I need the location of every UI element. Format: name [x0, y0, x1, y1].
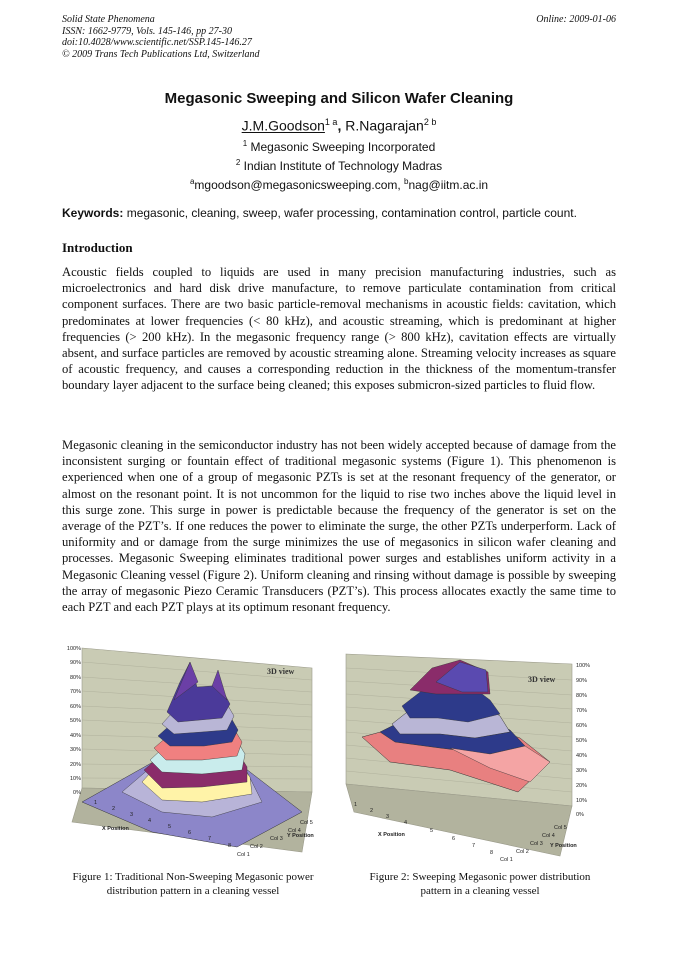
y-tick-label: 80% [69, 675, 81, 681]
y-tick-label: 30% [69, 747, 81, 753]
email-mark: b [404, 177, 409, 186]
y-tick-label: 70% [69, 689, 81, 695]
depth-tick-label: Col 3 [530, 841, 543, 847]
paragraph: Acoustic fields coupled to liquids are used in many precision manufacturing industries, such as microelectronics and hard disk drive manufacture, to remove particulate contamination from critical component surfaces. There are two basic particle-removal mechanisms in acoustic fields: cavitation, which predominates at lower frequencies (< 80 kHz), and acoustic streaming, which is predominant at higher frequencies (> 200 kHz). In the megasonic frequency range (> 800 kHz), cavitation effects are virtually absent, and surface particles are removed by acoustic streaming alone. Streaming velocity increases as square of acoustic frequency, and causes a corresponding reduction in the thickness of the momentum-transfer boundary layer adjacent to the surface being cleaned; this exposes submicron-sized particles to fluid flow. [62, 265, 616, 393]
figure-1-caption [62, 870, 324, 898]
view-label: 3D view [528, 675, 556, 684]
y-axis-label: Y Position [550, 843, 577, 849]
doi-line: doi:10.4028/www.scientific.net/SSP.145-146.27 [62, 37, 252, 48]
depth-tick-label: Col 4 [288, 828, 301, 834]
x-tick-label: 6 [452, 836, 456, 842]
figure-2-caption [350, 870, 610, 898]
x-tick-label: 3 [386, 814, 390, 820]
y-tick-label: 20% [69, 762, 81, 768]
author-affiliation-mark: 1 a [324, 117, 338, 127]
figure-2 [340, 642, 620, 864]
keywords [62, 206, 622, 220]
depth-tick-label: Col 1 [500, 857, 513, 863]
affiliation-2 [0, 158, 678, 173]
depth-tick-label: Col 5 [554, 825, 567, 831]
caption-line: Figure 2: Sweeping Megasonic power distribution [369, 871, 591, 883]
y-tick-label: 100% [66, 646, 81, 652]
author-line [0, 117, 678, 134]
x-axis-label: X Position [102, 826, 129, 832]
x-axis-label: X Position [378, 832, 405, 838]
email-text: nag@iitm.ac.in [408, 178, 489, 192]
y-tick-label: 40% [576, 753, 588, 759]
caption-line: distribution pattern in a cleaning vessel [106, 885, 280, 897]
affiliation-mark: 1 [242, 139, 248, 148]
y-tick-label: 60% [69, 704, 81, 710]
affiliation-text: Megasonic Sweeping Incorporated [250, 140, 436, 154]
journal-name: Solid State Phenomena [62, 14, 155, 25]
affiliation-1 [0, 139, 678, 154]
y-tick-label: 90% [576, 678, 588, 684]
depth-tick-label: Col 2 [250, 844, 263, 850]
author-separator: , [337, 117, 342, 134]
caption-line: Figure 1: Traditional Non-Sweeping Megasonic power [72, 871, 314, 883]
caption-line: pattern in a cleaning vessel [420, 885, 540, 897]
author-name: J.M.Goodson [241, 117, 325, 134]
affiliation-mark: 2 [235, 158, 241, 167]
x-tick-label: 4 [148, 818, 152, 824]
x-tick-label: 1 [94, 800, 98, 806]
issn-line: ISSN: 1662-9779, Vols. 145-146, pp 27-30 [62, 25, 232, 37]
depth-tick-label: Col 1 [237, 852, 250, 858]
y-tick-label: 70% [576, 708, 588, 714]
journal-header [62, 14, 260, 60]
depth-tick-label: Col 4 [542, 833, 555, 839]
x-tick-label: 6 [188, 830, 192, 836]
y-tick-label: 80% [576, 693, 588, 699]
y-tick-label: 50% [69, 718, 81, 724]
depth-tick-label: Col 5 [300, 820, 313, 826]
x-tick-label: 5 [168, 824, 172, 830]
depth-tick-label: Col 3 [270, 836, 283, 842]
depth-tick-label: Col 2 [516, 849, 529, 855]
x-tick-label: 1 [354, 802, 358, 808]
keywords-label: Keywords: [62, 206, 124, 220]
figure-2-plot [340, 642, 620, 864]
x-tick-label: 3 [130, 812, 134, 818]
x-tick-label: 4 [404, 820, 408, 826]
y-tick-label: 10% [576, 798, 588, 804]
paragraph: Megasonic cleaning in the semiconductor industry has not been widely accepted because of damage from the inconsistent surging or fountain effect of traditional megasonic systems (Figure 1). This phenomenon is experienced when one of a group of megasonic PZTs is set at the resonant frequency of the generator, or almost on the resonant point. It is not uncommon for the liquid to rise two inches above the liquid level in this surge zone. This surge in power is predictable because the frequency of the generator is set on the average of the PZT’s. If one reduces the power to eliminate the surge, the other PZTs underperform. Lack of uniformity and or damage from the surge minimizes the use of megasonics in silicon wafer cleaning and processes. Megasonic Sweeping eliminates traditional power surges and establishes uniform activity in a Megasonic Cleaning vessel (Figure 2). Uniform cleaning and rinsing without damage is possible by sweeping the array of megasonic Piezo Ceramic Transducers (PZT’s). This process allocates exactly the same time to each PZT and each PZT plays at its optimum resonant frequency. [62, 438, 616, 615]
x-tick-label: 7 [472, 843, 476, 849]
email-text: mgoodson@megasonicsweeping.com, [194, 178, 401, 192]
y-tick-label: 60% [576, 723, 588, 729]
view-label: 3D view [267, 667, 295, 676]
y-tick-label: 0% [73, 790, 81, 796]
email-line [0, 177, 678, 192]
x-tick-label: 7 [208, 836, 212, 842]
y-axis-label: Y Position [287, 833, 314, 839]
x-tick-label: 2 [370, 808, 374, 814]
y-tick-label: 40% [69, 733, 81, 739]
section-heading: Introduction [62, 240, 133, 255]
affiliation-text: Indian Institute of Technology Madras [243, 159, 443, 173]
y-tick-label: 10% [69, 776, 81, 782]
author-affiliation-mark: 2 b [423, 117, 437, 127]
x-tick-label: 2 [112, 806, 116, 812]
email-mark: a [189, 177, 195, 186]
y-tick-label: 90% [69, 660, 81, 666]
paper-title: Megasonic Sweeping and Silicon Wafer Cleaning [164, 90, 514, 107]
y-tick-label: 100% [576, 663, 591, 669]
x-tick-label: 8 [490, 850, 494, 856]
figure-1-plot [62, 642, 324, 864]
y-tick-label: 0% [576, 812, 584, 818]
x-tick-label: 5 [430, 828, 434, 834]
y-tick-label: 20% [576, 783, 588, 789]
y-tick-label: 30% [576, 768, 588, 774]
figure-1 [62, 642, 324, 864]
copyright-line: © 2009 Trans Tech Publications Ltd, Switzerland [62, 48, 260, 60]
x-tick-label: 8 [228, 843, 232, 849]
online-date: Online: 2009-01-06 [536, 14, 616, 25]
author-name: R.Nagarajan [345, 117, 424, 134]
y-tick-label: 50% [576, 738, 588, 744]
keywords-text: megasonic, cleaning, sweep, wafer processing, contamination control, particle count. [126, 206, 577, 220]
